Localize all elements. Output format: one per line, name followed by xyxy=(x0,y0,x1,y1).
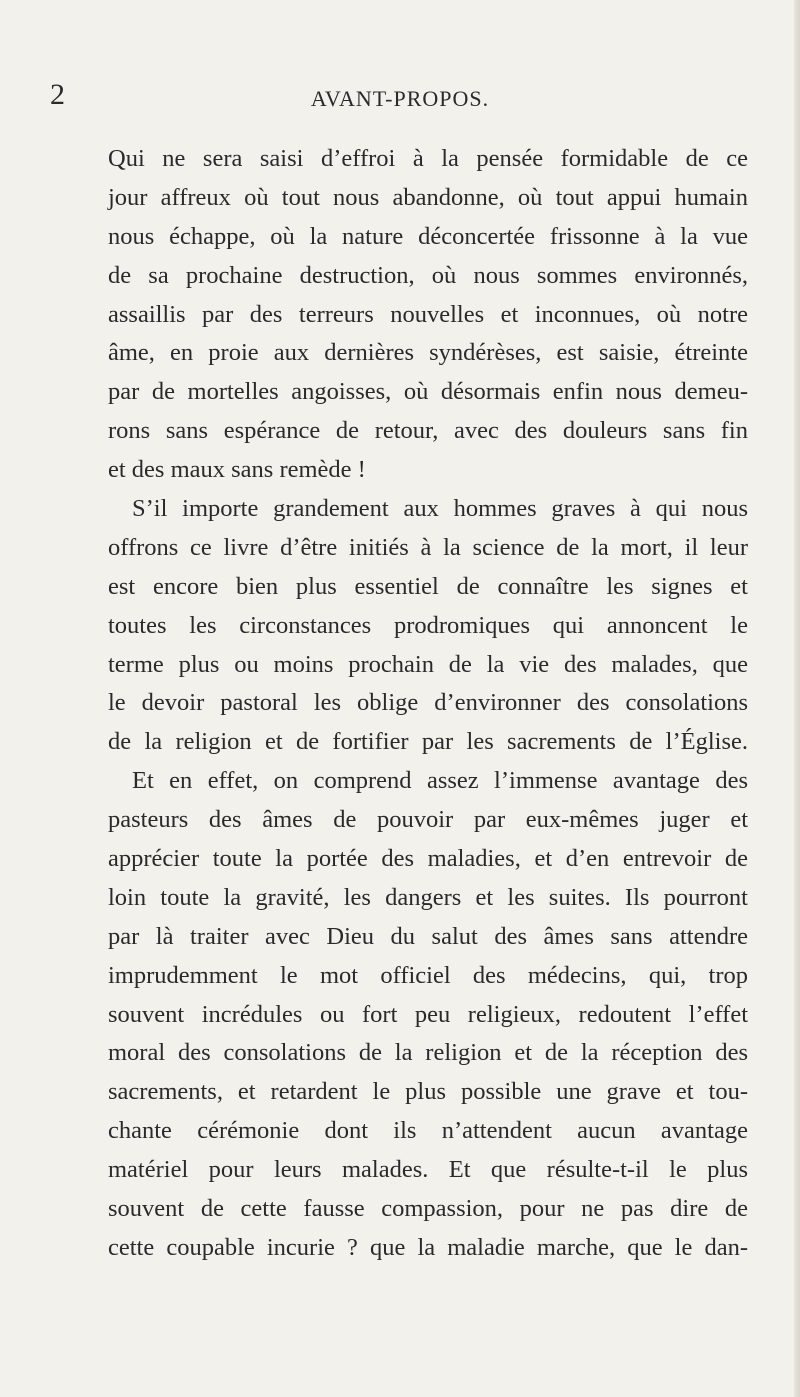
text-line: pasteurs des âmes de pouvoir par eux-mêmes juger et xyxy=(108,806,748,834)
text-line: par là traiter avec Dieu du salut des âmes sans attendre xyxy=(108,922,748,950)
text-line: loin toute la gravité, les dangers et les suites. Ils pourront xyxy=(108,883,748,911)
text-line: de sa prochaine destruction, où nous sommes environnés, xyxy=(108,261,748,289)
text-line: de la religion et de fortifier par les sacrements de l’Église. xyxy=(108,728,748,756)
page-edge xyxy=(794,0,800,1397)
text-line: rons sans espérance de retour, avec des douleurs sans fin xyxy=(108,417,748,445)
text-line: souvent de cette fausse compassion, pour ne pas dire de xyxy=(108,1195,748,1223)
text-line: et des maux sans remède ! xyxy=(108,456,366,484)
text-line: Qui ne sera saisi d’effroi à la pensée formidable de ce xyxy=(108,145,748,172)
text-line: moral des consolations de la religion et de la réception des xyxy=(108,1039,748,1067)
text-line: âme, en proie aux dernières syndérèses, est saisie, étreinte xyxy=(108,339,748,367)
text-line: toutes les circonstances prodromiques qui annoncent le xyxy=(108,611,748,639)
text-line: cette coupable incurie ? que la maladie marche, que le dan- xyxy=(108,1233,748,1261)
body-text xyxy=(108,140,748,1268)
text-line: chante cérémonie dont ils n’attendent aucun avantage xyxy=(108,1117,748,1145)
text-line: nous échappe, où la nature déconcertée frissonne à la vue xyxy=(108,222,748,250)
text-line: S’il importe grandement aux hommes graves à qui nous xyxy=(132,495,748,523)
text-line: offrons ce livre d’être initiés à la science de la mort, il leur xyxy=(108,533,748,561)
text-line: est encore bien plus essentiel de connaître les signes et xyxy=(108,572,748,600)
running-head: AVANT-PROPOS. xyxy=(310,86,490,111)
text-line: jour affreux où tout nous abandonne, où tout appui humain xyxy=(108,183,748,211)
text-line: imprudemment le mot officiel des médecins, qui, trop xyxy=(108,961,748,989)
text-line: sacrements, et retardent le plus possible une grave et tou- xyxy=(108,1078,748,1106)
text-line: Et en effet, on comprend assez l’immense avantage des xyxy=(132,767,748,795)
text-line: par de mortelles angoisses, où désormais enfin nous demeu- xyxy=(108,378,748,406)
text-line: le devoir pastoral les oblige d’environner des consolations xyxy=(108,689,748,717)
text-line: assaillis par des terreurs nouvelles et inconnues, où notre xyxy=(108,300,748,328)
text-line: souvent incrédules ou fort peu religieux, redoutent l’effet xyxy=(108,1000,748,1028)
text-line: apprécier toute la portée des maladies, et d’en entrevoir de xyxy=(108,845,748,873)
text-line: matériel pour leurs malades. Et que résulte-t-il le plus xyxy=(108,1156,748,1184)
page-number: 2 xyxy=(50,78,65,111)
text-line: terme plus ou moins prochain de la vie des malades, que xyxy=(108,650,748,678)
